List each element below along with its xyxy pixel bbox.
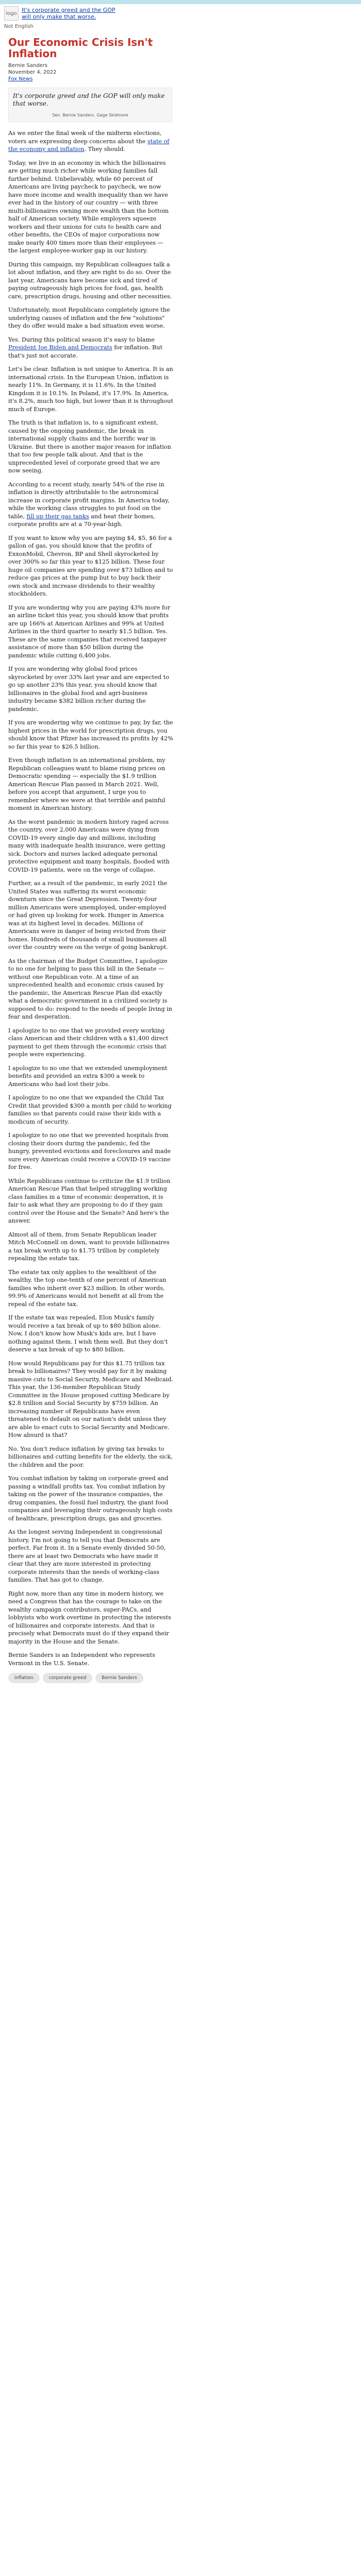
text: and heat their homes, corporate profits are at a 70-year-high. <box>8 513 155 528</box>
paragraph: The truth is that inflation is, to a significant extent, caused by the ongoing pandemic, the break in international supply chains and the horrific war in Ukraine. But there is another major reason for inflation that too few people talk about. And that is the unprecedented level of corporate greed that we are now seeing. <box>8 419 171 474</box>
article-container <box>0 37 361 1683</box>
hero-caption: Sen. Bernie Sanders. Gage Skidmore <box>52 113 128 117</box>
paragraph: No. You don't reduce inflation by giving tax breaks to billionaires and cutting benefits for the elderly, the sick, the children and the poor. <box>8 1445 173 1468</box>
paragraph: If you are wondering why global food prices skyrocketed by over 33% last year and are expected to go up another 23% this year, you should know that billionaires in the global food and agri-business industry became $382 billion richer during the pandemic. <box>8 666 169 713</box>
paragraph <box>8 336 173 360</box>
paragraph: If you are wondering why you are paying 43% more for an airline ticket this year, you should know that profits are up 166% at American Airlines and 99% at United Airlines in the third quarter to nearly $1.5 billion. Yes. These are the same companies that received taxpayer assistance of more than $50 billion during the pandemic while cutting 6,400 jobs. <box>8 604 171 659</box>
paragraph: Even though inflation is an international problem, my Republican colleagues want to blame rising prices on Democratic spending — especially the $1.9 trillion American Rescue Plan passed in March 2021. Well, before you accept that argument, I urge you to remember where we were at that terrible and painful moment in American history. <box>8 757 166 811</box>
biden-link[interactable]: President Joe Biden and Democrats <box>8 344 112 351</box>
article-title: Our Economic Crisis Isn't Inflation <box>8 36 153 60</box>
author-name: Bernie Sanders <box>8 63 48 69</box>
gas-tanks-link[interactable]: fill up their gas tanks <box>26 513 89 520</box>
paragraph: The estate tax only applies to the wealthiest of the wealthy, the top one-tenth of one percent of American families who inherit over $23 million. In other words, 99.9% of Americans would not benefit at all from the repeal of the estate tax. <box>8 1268 167 1308</box>
hero-quote: It's corporate greed and the GOP will only make that worse. <box>13 92 165 107</box>
paragraph: Almost all of them, from Senate Republican leader Mitch McConnell on down, want to provide billionaires a tax break worth up to $1.75 trillion by completely repealing the estate tax. <box>8 1231 170 1262</box>
language-note: Not English <box>4 24 34 29</box>
paragraph: If you are wondering why we continue to pay, by far, the highest prices in the world for prescription drugs, you should know that Pfizer has increased its profits by 42% so far this year to $26.5 billion. <box>8 719 173 750</box>
paragraph: Let's be clear. Inflation is not unique to America. It is an international crisis. In the European Union, inflation is nearly 11%. In Germany, it is 11.6%. In the United Kingdom it is 10.1%. In Poland, it's 17.9%. In America, it's 8.2%, much too high, but lower than it is throughout much of Europe. <box>8 366 173 413</box>
paragraph: During this campaign, my Republican colleagues talk a lot about inflation, and they are right to do so. Over the last year, Americans have become sick and tired of paying outrageously high prices for food, gas, health care, prescription drugs, housing and other necessities. <box>8 261 172 300</box>
email-banner[interactable] <box>0 4 361 23</box>
text: Yes. During this political season it's easy to blame <box>8 336 155 343</box>
text: According to a recent study, nearly 54% of the rise in inflation is directly attributable to the astronomical increase in corporate profit margins. In America today, while the working class struggles to put food on the table, <box>8 481 170 520</box>
paragraph: Bernie Sanders is an Independent who represents Vermont in the U.S. Senate. <box>8 1652 155 1667</box>
paragraph: I apologize to no one that we prevented hospitals from closing their doors during the pandemic, fed the hungry, prevented evictions and foreclosures and made sure every American could receive a COVID-19 vaccine for free. <box>8 1132 171 1171</box>
publish-date: November 4, 2022 <box>8 70 57 75</box>
source-link[interactable]: Fox News <box>8 76 33 82</box>
tag-inflation[interactable]: inflation <box>8 1673 40 1683</box>
paragraph: If you want to know why you are paying $4, $5, $6 for a gallon of gas, you should know that the profits of ExxonMobil, Chevron, BP and Shell skyrocketed by over 300% so far this year to $125 billion. These four huge oil companies are spending over $73 billion and to reduce gas prices at the pump but to buy back their own stock and increase dividends to their wealthy stockholders. <box>8 534 173 597</box>
logo: logo <box>4 6 19 21</box>
paragraph: As the worst pandemic in modern history raged across the country, over 2,000 Americans were dying from COVID-19 every single day and millions, including many with inadequate health insurance, were getting sick. Doctors and nurses lacked adequate personal protective equipment and many hospitals, flooded with COVID-19 patients, were on the verge of collapse. <box>8 818 170 873</box>
top-accent-bar <box>0 0 361 4</box>
paragraph: As the longest serving Independent in congressional history, I'm not going to tell you that Democrats are perfect. Far from it. In a Senate evenly divided 50-50, there are at least two Democrats who have made it clear that they are more interested in protecting corporate interests than the needs of working-class families. That has got to change. <box>8 1529 166 1583</box>
banner-text <box>22 7 116 20</box>
paragraph: How would Republicans pay for this $1.75 trillion tax break to billionaires? They would pay for it by making massive cuts to Social Security, Medicare and Medicaid. This year, the 136-member Republican Study Committee in the House proposed cutting Medicare by $2.8 trillion and Social Security by $759 billion. An increasing number of Republicans have even threatened to default on our nation's debt unless they are able to enact cuts to Social Security and Medicare. How absurd is that? <box>8 1360 173 1438</box>
paragraph: While Republicans continue to criticize the $1.9 trillion American Rescue Plan that helped struggling working class families in a time of economic desperation, it is fair to ask what they are proposing to do if they gain control over the House and the Senate? And here's the answer. <box>8 1177 171 1224</box>
banner-link-line2[interactable]: will only make that worse. <box>22 13 96 20</box>
economy-link[interactable]: state of the economy and inflation <box>8 138 170 152</box>
text: for inflation. But that's just not accurate. <box>8 344 162 359</box>
text: . They should. <box>84 146 125 152</box>
article-meta <box>8 62 353 82</box>
paragraph: Unfortunately, most Republicans completely ignore the underlying causes of inflation and the few "solutions" they do offer would make a bad situation even worse. <box>8 307 170 329</box>
hero-image <box>8 88 172 122</box>
paragraph <box>8 481 173 529</box>
tag-corporate-greed[interactable]: corporate greed <box>43 1673 93 1683</box>
article-body <box>8 129 173 1667</box>
banner-link-line1[interactable]: It's corporate greed and the GOP <box>22 7 116 13</box>
tag-bernie-sanders[interactable]: Bernie Sanders <box>95 1673 143 1683</box>
paragraph <box>8 129 173 154</box>
paragraph: I apologize to no one that we extended unemployment benefits and provided an extra $300 a week to Americans who had lost their jobs. <box>8 1064 168 1088</box>
paragraph: As the chairman of the Budget Committee, I apologize to no one for helping to pass this bill in the Senate — without one Republican vote. At a time of an unprecedented health and economic crisis caused by the pandemic, the American Rescue Plan did exactly what a democratic government in a civilized society is supposed to do: respond to the needs of people living in fear and desperation. <box>8 957 172 1020</box>
paragraph: If the estate tax was repealed, Elon Musk's family would receive a tax break of up to $80 billion alone. Now, I don't know how Musk's kids are, but I have nothing against them. I wish them well. But they don't deserve a tax break of up to $80 billion. <box>8 1314 168 1353</box>
paragraph: Right now, more than any time in modern history, we need a Congress that has the courage to take on the wealthy campaign contributors, super-PACs, and lobbyists who work overtime in protecting the interests of billionaires and corporate interests. And that is precisely what Democrats must do if they expand their majority in the House and the Senate. <box>8 1590 171 1645</box>
paragraph: Today, we live in an economy in which the billionaires are getting much richer while working families fall further behind. Unbelievably, while 60 percent of Americans are living paycheck to paycheck, we now have more income and wealth inequality than we have ever had in the history of our country — with three multi-billionaires owning more wealth than the bottom half of American society. While employers squeeze workers and their unions for cuts to health care and other benefits, the CEOs of major corporations now make nearly 400 times more than their employees — the largest employee-worker gap in our history. <box>8 159 169 254</box>
paragraph: I apologize to no one that we expanded the Child Tax Credit that provided $300 a month per child to working families so that parents could raise their kids with a modicum of security. <box>8 1094 172 1125</box>
paragraph: I apologize to no one that we provided every working class American and their children with a $1,400 direct payment to get them through the economic crisis that people were experiencing. <box>8 1027 169 1058</box>
paragraph: Further, as a result of the pandemic, in early 2021 the United States was suffering its worst economic downturn since the Great Depression. Twenty-four million Americans were unemployed, under-employed or had given up looking for work. Hunger in America was at its highest level in decades. Millions of Americans were in danger of being evicted from their homes. Hundreds of thousands of small businesses all over the country were on the verge of going bankrupt. <box>8 880 168 951</box>
text: As we enter the final week of the midterm elections, voters are expressing deep concerns about the <box>8 130 162 145</box>
paragraph: You combat inflation by taking on corporate greed and passing a windfall profits tax. You combat inflation by taking on the power of the insurance companies, the drug companies, the fossil fuel industry, the giant food companies and leveraging their outrageously high costs of healthcare, prescription drugs, gas and groceries. <box>8 1475 173 1522</box>
tag-list <box>8 1673 194 1683</box>
